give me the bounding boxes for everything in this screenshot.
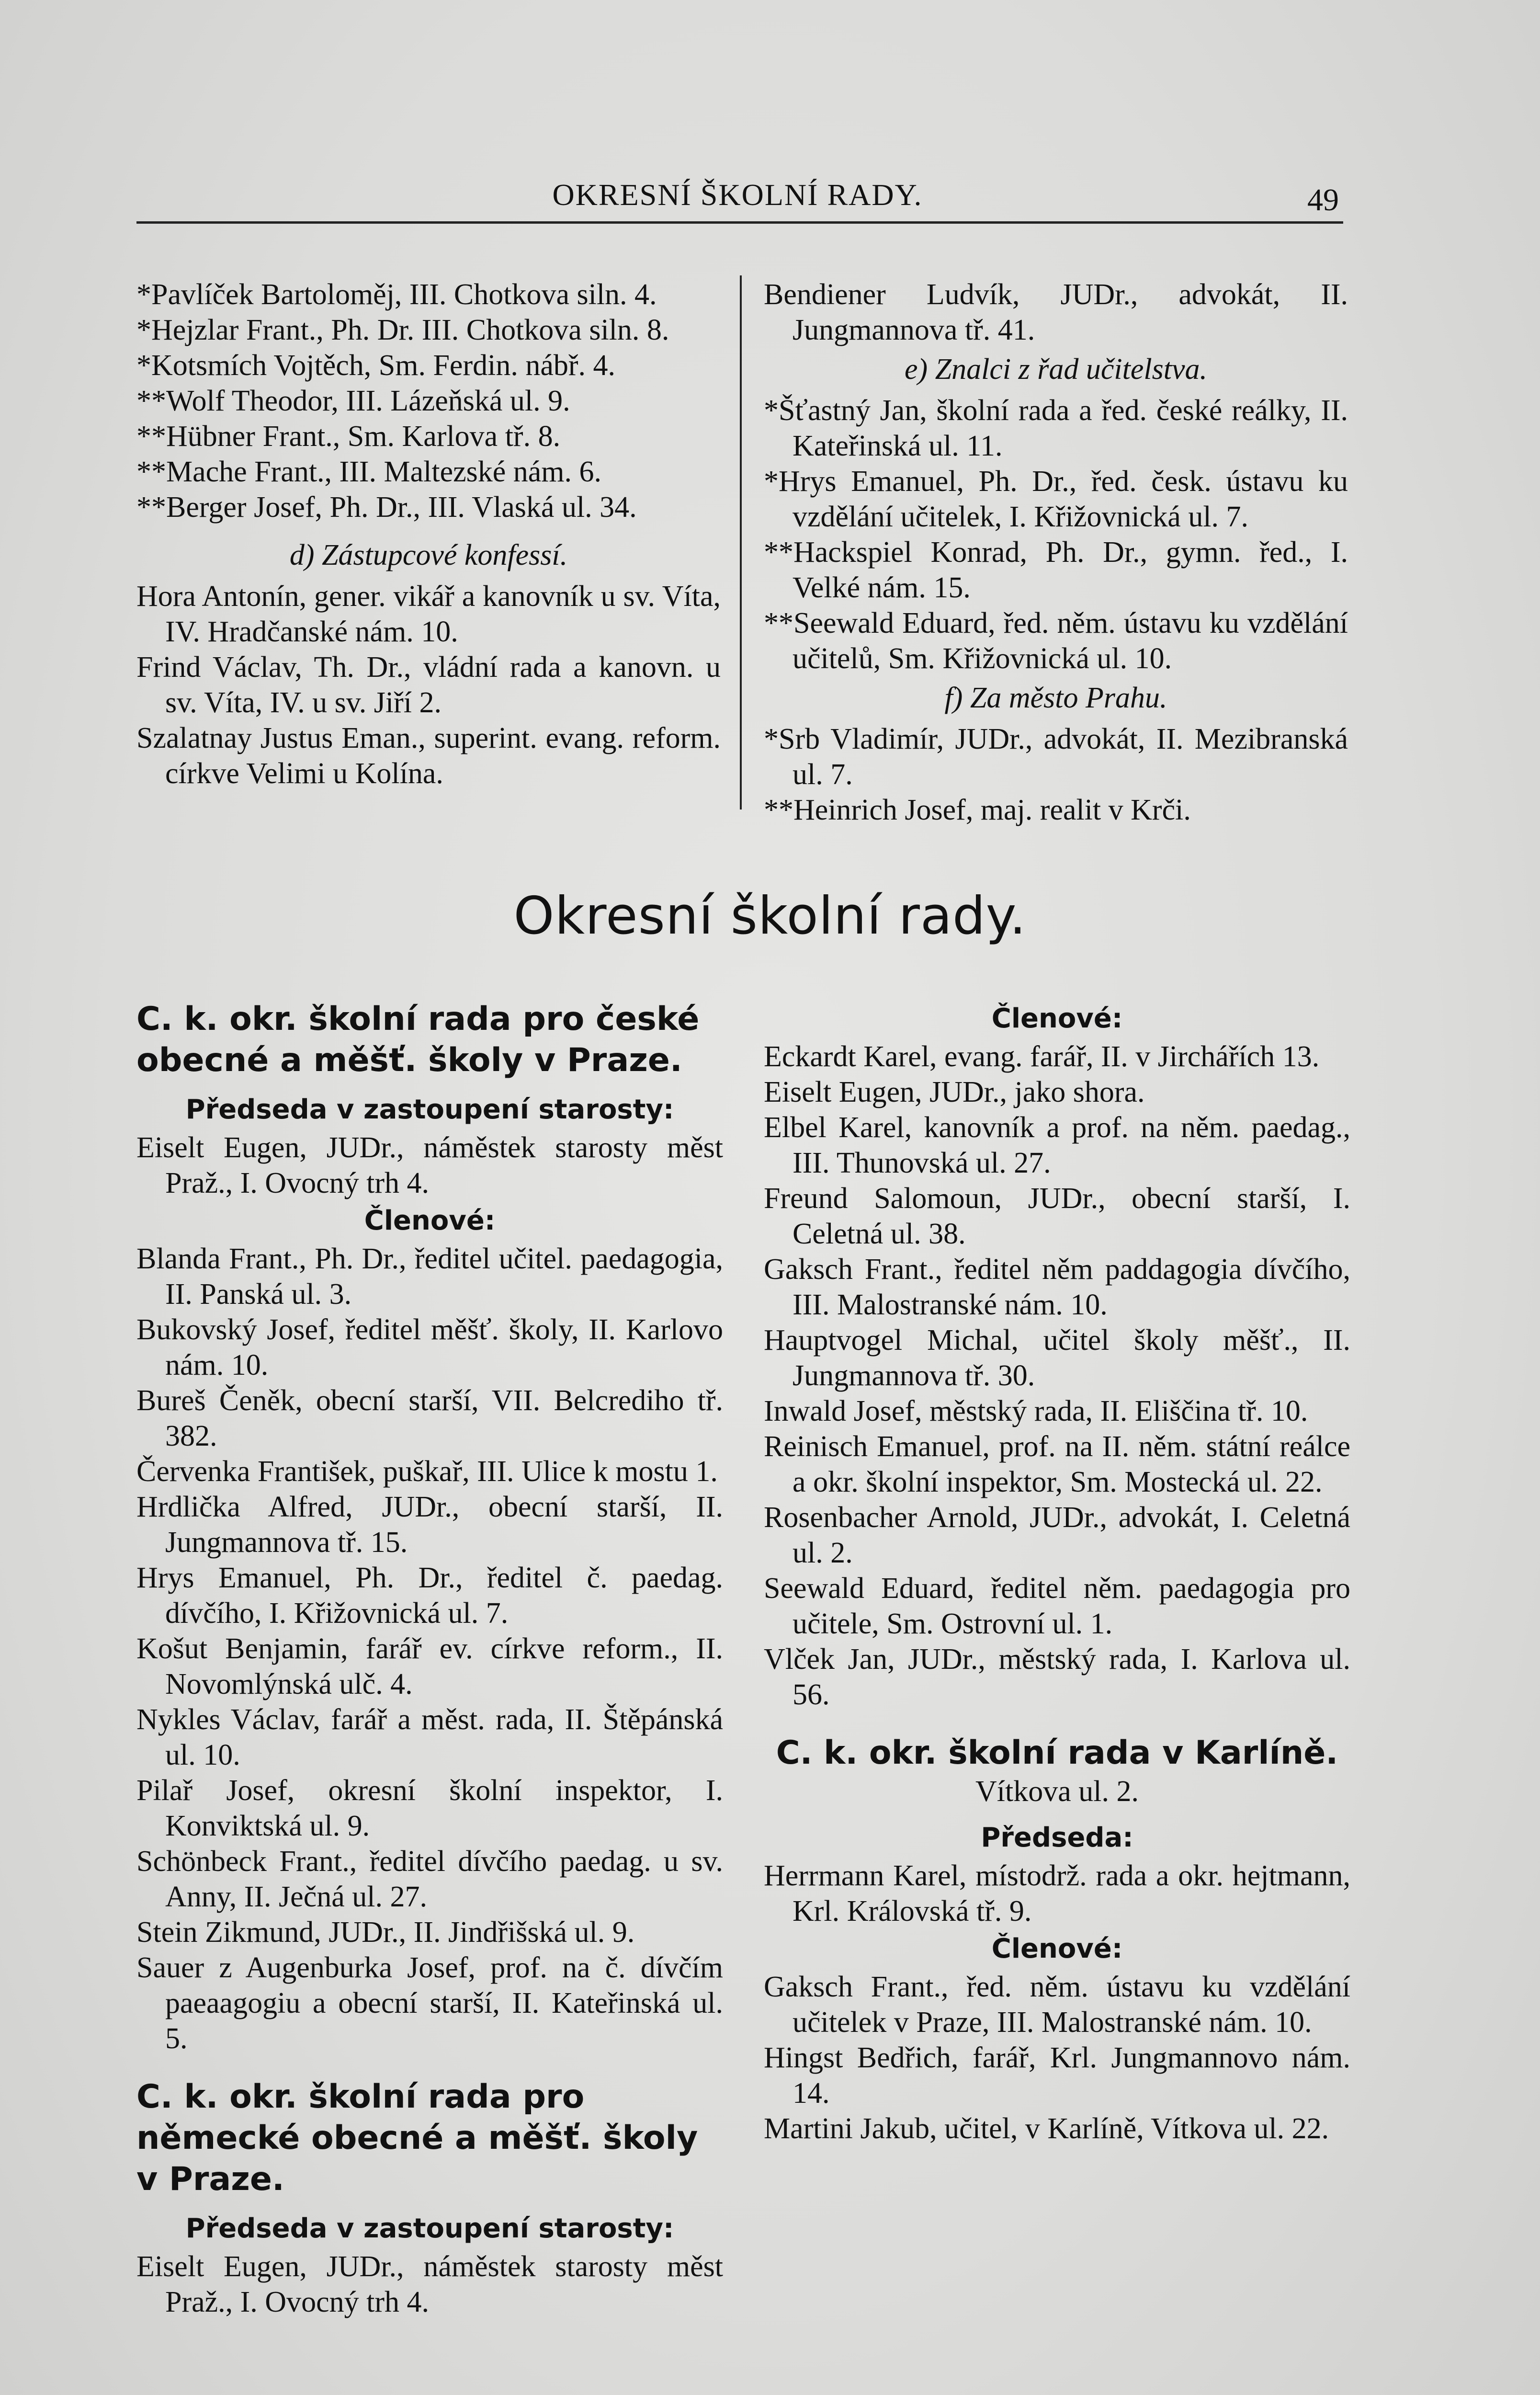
- members-label: Členové:: [364, 1205, 496, 1236]
- chair-label: Předseda v zastoupení starosty:: [185, 2213, 674, 2244]
- list-item: Frind Václav, Th. Dr., vládní rada a kanovn. u sv. Víta, IV. u sv. Jiří 2.: [136, 651, 721, 719]
- list-item: Červenka František, puškař, III. Ulice k mostu 1.: [136, 1455, 718, 1488]
- chair-label: Předseda v zastoupení starosty:: [185, 1094, 674, 1125]
- list-item: Hrdlička Alfred, JUDr., obecní starší, II. Jungmannova tř. 15.: [136, 1491, 723, 1559]
- list-item: Hrys Emanuel, Ph. Dr., ředitel č. paedag. dívčího, I. Křižovnická ul. 7.: [136, 1562, 723, 1630]
- list-item: Elbel Karel, kanovník a prof. na něm. paedag., III. Thunovská ul. 27.: [764, 1111, 1350, 1179]
- list-item: Seewald Eduard, ředitel něm. paedagogia pro učitele, Sm. Ostrovní ul. 1.: [764, 1572, 1350, 1640]
- council-heading: C. k. okr. školní rada pro české obecné a měšť. školy v Praze.: [136, 1000, 700, 1079]
- list-item: *Kotsmích Vojtěch, Sm. Ferdin. nábř. 4.: [136, 349, 615, 382]
- list-item: **Wolf Theodor, III. Lázeňská ul. 9.: [136, 385, 570, 417]
- list-item: Rosenbacher Arnold, JUDr., advokát, I. Celetná ul. 2.: [764, 1501, 1350, 1569]
- subsection-heading: d) Zástupcové konfessí.: [289, 539, 568, 571]
- list-item: Freund Salomoun, JUDr., obecní starší, I. Celetná ul. 38.: [764, 1182, 1350, 1250]
- list-item: Szalatnay Justus Eman., superint. evang. reform. církve Velimi u Kolína.: [136, 722, 721, 790]
- list-item: Gaksch Frant., ředitel něm paddagogia dívčího, III. Malostranské nám. 10.: [764, 1253, 1350, 1321]
- list-item: *Šťastný Jan, školní rada a řed. české reálky, II. Kateřinská ul. 11.: [764, 394, 1348, 462]
- list-item: *Hrys Emanuel, Ph. Dr., řed. česk. ústavu ku vzdělání učitelek, I. Křižovnická ul. 7.: [764, 465, 1348, 533]
- list-item: **Heinrich Josef, maj. realit v Krči.: [764, 794, 1191, 826]
- running-head: OKRESNÍ ŠKOLNÍ RADY.: [552, 178, 923, 212]
- top-left-column: [136, 277, 721, 791]
- list-item: Bukovský Josef, ředitel měšť. školy, II. Karlovo nám. 10.: [136, 1313, 723, 1381]
- page-number: 49: [1307, 182, 1339, 217]
- list-item: Stein Zikmund, JUDr., II. Jindřišská ul. 9.: [136, 1916, 635, 1949]
- list-item: Reinisch Emanuel, prof. na II. něm. státní reálce a okr. školní inspektor, Sm. Mostecká ul. 22.: [764, 1430, 1350, 1498]
- list-item: **Hübner Frant., Sm. Karlova tř. 8.: [136, 420, 561, 453]
- list-item: **Mache Frant., III. Maltezské nám. 6.: [136, 456, 602, 488]
- list-item: Hingst Bedřich, farář, Krl. Jungmannovo nám. 14.: [764, 2041, 1350, 2110]
- column-divider: [740, 275, 742, 810]
- top-right-column: [764, 277, 1348, 828]
- subsection-heading: f) Za město Prahu.: [944, 682, 1167, 714]
- list-item: Nykles Václav, farář a měst. rada, II. Štěpánská ul. 10.: [136, 1703, 723, 1771]
- list-item: Gaksch Frant., řed. něm. ústavu ku vzdělání učitelek v Praze, III. Malostranské nám. 10.: [764, 1971, 1350, 2039]
- list-item: Hora Antonín, gener. vikář a kanovník u sv. Víta, IV. Hradčanské nám. 10.: [136, 580, 721, 648]
- members-label: Členové:: [991, 1003, 1123, 1034]
- list-item: Hauptvogel Michal, učitel školy měšť., II. Jungmannova tř. 30.: [764, 1324, 1350, 1392]
- list-item: Košut Benjamin, farář ev. církve reform., II. Novomlýnská ulč. 4.: [136, 1632, 723, 1700]
- list-item: Martini Jakub, učitel, v Karlíně, Vítkova ul. 22.: [764, 2112, 1329, 2145]
- list-item: **Seewald Eduard, řed. něm. ústavu ku vzdělání učitelů, Sm. Křižovnická ul. 10.: [764, 607, 1348, 675]
- list-item: **Hackspiel Konrad, Ph. Dr., gymn. řed., I. Velké nám. 15.: [764, 536, 1348, 604]
- council-heading: C. k. okr. školní rada v Karlíně.: [776, 1734, 1338, 1772]
- list-item: *Hejzlar Frant., Ph. Dr. III. Chotkova siln. 8.: [136, 314, 669, 346]
- list-item: *Srb Vladimír, JUDr., advokát, II. Mezibranská ul. 7.: [764, 723, 1348, 791]
- council-address: Vítkova ul. 2.: [975, 1775, 1139, 1808]
- bottom-right-column: [764, 999, 1350, 2146]
- list-item: Eiselt Eugen, JUDr., náměstek starosty měst Praž., I. Ovocný trh 4.: [136, 2250, 723, 2318]
- members-label: Členové:: [991, 1933, 1123, 1964]
- section-title: Okresní školní rady.: [513, 886, 1027, 946]
- header-rule: [136, 221, 1343, 224]
- list-item: Schönbeck Frant., ředitel dívčího paedag. u sv. Anny, II. Ječná ul. 27.: [136, 1845, 723, 1913]
- list-item: Bureš Čeněk, obecní starší, VII. Belcrediho tř. 382.: [136, 1384, 723, 1452]
- list-item: Inwald Josef, městský rada, II. Eliščina tř. 10.: [764, 1395, 1308, 1427]
- list-item: **Berger Josef, Ph. Dr., III. Vlaská ul. 34.: [136, 491, 637, 524]
- list-item: Vlček Jan, JUDr., městský rada, I. Karlova ul. 56.: [764, 1643, 1350, 1711]
- list-item: Pilař Josef, okresní školní inspektor, I. Konviktská ul. 9.: [136, 1774, 723, 1842]
- list-item: Eiselt Eugen, JUDr., náměstek starosty měst Praž., I. Ovocný trh 4.: [136, 1131, 723, 1199]
- council-heading: C. k. okr. školní rada pro německé obecné a měšť. školy v Praze.: [136, 2078, 698, 2198]
- bottom-left-column: [136, 999, 723, 2320]
- list-item: Bendiener Ludvík, JUDr., advokát, II. Jungmannova tř. 41.: [764, 278, 1348, 346]
- subsection-heading: e) Znalci z řad učitelstva.: [905, 353, 1207, 386]
- list-item: Eckardt Karel, evang. farář, II. v Jirchářích 13.: [764, 1040, 1320, 1073]
- list-item: Blanda Frant., Ph. Dr., ředitel učitel. paedagogia, II. Panská ul. 3.: [136, 1243, 723, 1311]
- list-item: *Pavlíček Bartoloměj, III. Chotkova siln. 4.: [136, 278, 657, 311]
- list-item: Sauer z Augenburka Josef, prof. na č. dívčím paeaagogiu a obecní starší, II. Kateřinská ul. 5.: [136, 1951, 723, 2055]
- list-item: Herrmann Karel, místodrž. rada a okr. hejtmann, Krl. Královská tř. 9.: [764, 1859, 1350, 1927]
- chair-label: Předseda:: [981, 1822, 1133, 1853]
- list-item: Eiselt Eugen, JUDr., jako shora.: [764, 1076, 1145, 1108]
